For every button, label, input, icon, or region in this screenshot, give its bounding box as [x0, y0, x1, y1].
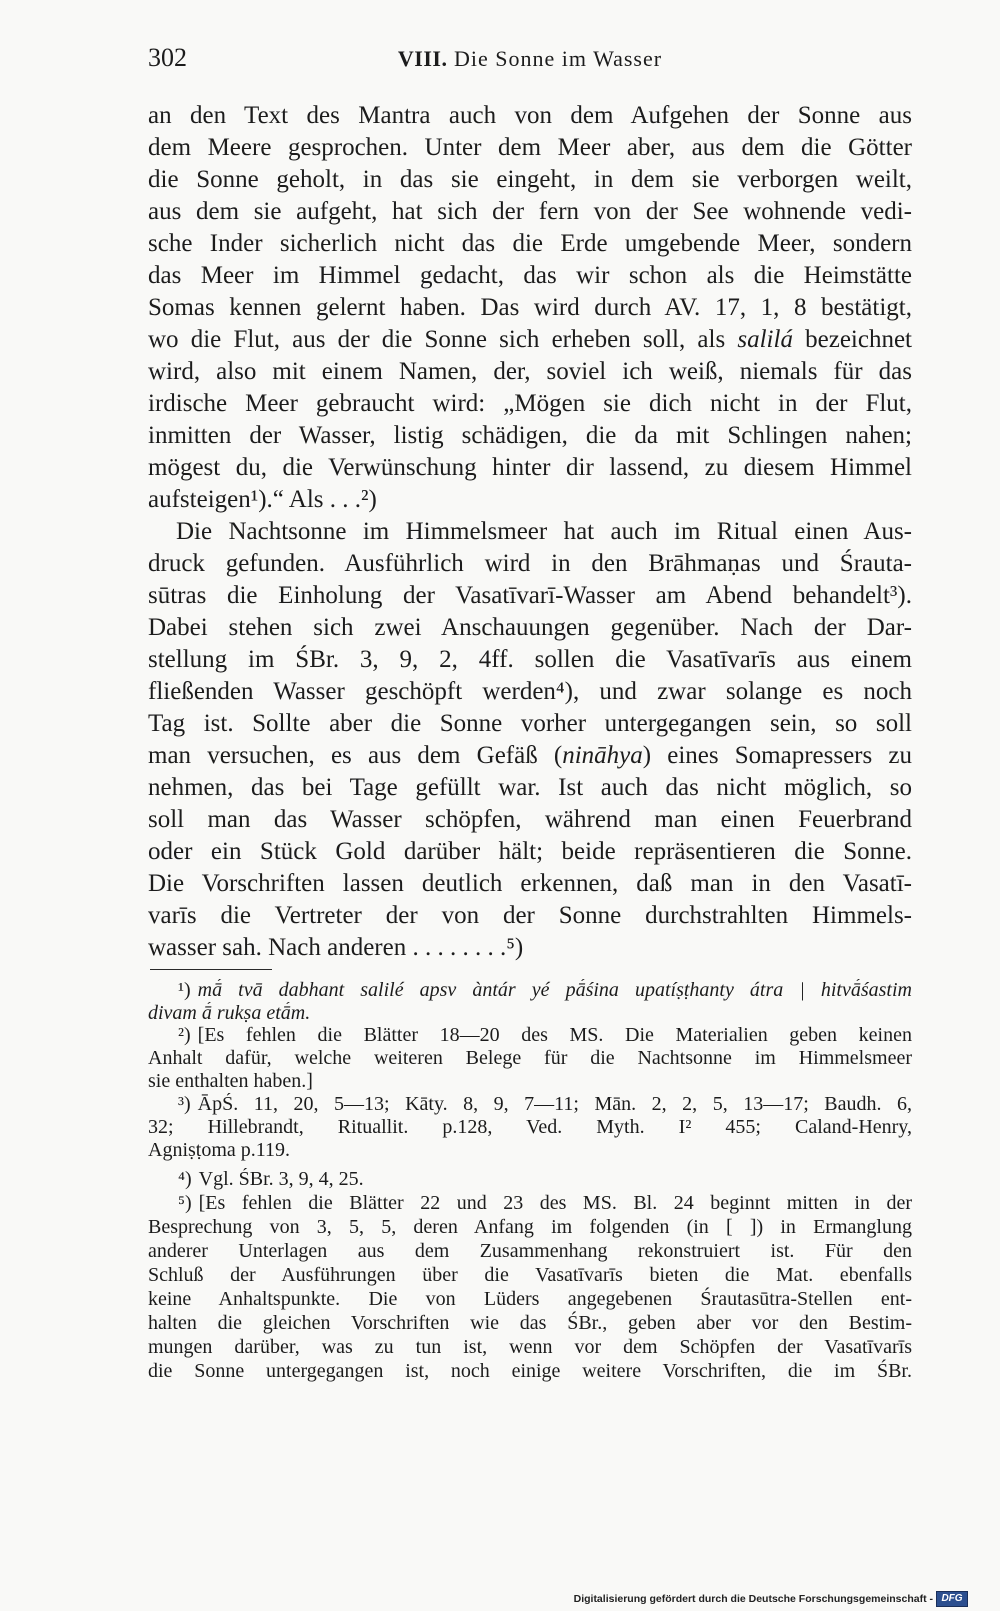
footnote-line: die Sonne untergegangen ist, noch einige weitere Vorschriften, die im ŚBr. — [148, 1360, 912, 1382]
footnote-line: Besprechung von 3, 5, 5, deren Anfang im folgenden (in [ ]) in Ermanglung — [148, 1216, 912, 1238]
body-line: Tag ist. Sollte aber die Sonne vorher untergegangen sein, so soll — [148, 710, 912, 737]
body-line: oder ein Stück Gold darüber hält; beide repräsentieren die Sonne. — [148, 838, 912, 865]
body-line: die Sonne geholt, in das sie eingeht, in dem sie verborgen weilt, — [148, 166, 912, 193]
footnote-text: divam ā́ rukṣa etā́m. — [148, 1001, 311, 1024]
chapter-title — [148, 45, 912, 73]
footnote-line — [148, 979, 912, 1002]
footnote-marker: ⁴) — [178, 1168, 192, 1190]
footnote-rule — [150, 969, 272, 970]
body-line: an den Text des Mantra auch von dem Aufgehen der Sonne aus — [148, 102, 912, 129]
credit-text: Digitalisierung gefördert durch die Deutsche Forschungsgemeinschaft - — [573, 1593, 933, 1605]
footnote-text: Vgl. ŚBr. 3, 9, 4, 25. — [198, 1168, 364, 1190]
body-line — [148, 324, 912, 356]
footnote-text: [Es fehlen die Blätter 18—20 des MS. Die Materialien geben keinen — [197, 1024, 912, 1046]
footnote-marker: ²) — [178, 1024, 191, 1046]
body-line-text: wo die Flut, aus der die Sonne sich erheben soll, als — [148, 326, 738, 353]
body-line: aufsteigen¹).“ Als . . .²) — [148, 486, 377, 513]
footnote-line: mungen darüber, was zu tun ist, wenn vor dem Schöpfen der Vasatīvarīs — [148, 1336, 912, 1358]
footnote-text: ĀpŚ. 11, 20, 5—13; Kāty. 8, 9, 7—11; Mān. 2, 2, 5, 13—17; Baudh. 6, — [197, 1093, 912, 1115]
body-line-text: ) eines Somapressers zu — [642, 742, 912, 769]
footnote-marker: ³) — [178, 1093, 191, 1115]
italic-term: salilá — [737, 326, 793, 353]
body-line: sche Inder sicherlich nicht das die Erde umgebende Meer, sondern — [148, 230, 912, 257]
chapter-name: Die Sonne im Wasser — [454, 46, 663, 71]
digitization-credit — [574, 1590, 968, 1608]
body-line: wird, also mit einem Namen, der, soviel ich weiß, niemals für das — [148, 358, 912, 385]
footnote-line — [148, 1093, 912, 1116]
footnotes — [148, 979, 912, 1383]
body-line-text: bezeichnet — [792, 326, 912, 353]
body-line: dem Meere gesprochen. Unter dem Meer aber, aus dem die Götter — [148, 134, 912, 161]
dfg-logo-icon: DFG — [936, 1591, 968, 1607]
body-line: Die Vorschriften lassen deutlich erkennen, daß man in den Vasatī- — [148, 870, 912, 897]
body-line: irdische Meer gebraucht wird: „Mögen sie dich nicht in der Flut, — [148, 390, 912, 417]
footnote-line — [148, 1168, 912, 1191]
body-line: das Meer im Himmel gedacht, das wir schon als die Heimstätte — [148, 262, 912, 289]
footnote-marker: ¹) — [178, 979, 191, 1001]
running-head — [148, 44, 912, 72]
body-line: Somas kennen gelernt haben. Das wird durch AV. 17, 1, 8 bestätigt, — [148, 294, 912, 321]
footnote — [148, 1168, 912, 1191]
footnote-line: keine Anhaltspunkte. Die von Lüders angegebenen Śrautasūtra-Stellen ent- — [148, 1288, 912, 1310]
footnote-line — [148, 1002, 912, 1025]
body-line: wasser sah. Nach anderen . . . . . . . .⁵) — [148, 934, 524, 961]
footnote-line: Agniṣṭoma p.119. — [148, 1139, 291, 1161]
body-line — [148, 740, 912, 772]
body-line: aus dem sie aufgeht, hat sich der fern von der See wohnende vedi- — [148, 198, 912, 225]
body-line: fließenden Wasser geschöpft werden⁴), und zwar solange es noch — [148, 678, 912, 705]
footnote-text: mā́ tvā dabhant salilé apsv àntár yé pā́śina upatíṣṭhanty átra | hitvā́śastim — [197, 979, 912, 1001]
footnote-text: [Es fehlen die Blätter 22 und 23 des MS. Bl. 24 beginnt mitten in der — [198, 1192, 912, 1214]
body-line: Dabei stehen sich zwei Anschauungen gegenüber. Nach der Dar- — [148, 614, 912, 641]
footnote-line: Anhalt dafür, welche weiteren Belege für die Nachtsonne im Himmelsmeer — [148, 1047, 912, 1069]
footnote-marker: ⁵) — [178, 1192, 192, 1214]
main-text — [148, 100, 912, 964]
body-line: nehmen, das bei Tage gefüllt war. Ist auch das nicht möglich, so — [148, 774, 912, 801]
body-line: stellung im ŚBr. 3, 9, 2, 4ff. sollen die Vasatīvarīs aus einem — [148, 646, 912, 673]
footnote — [148, 979, 912, 1024]
footnote — [148, 1093, 912, 1162]
page-number: 302 — [148, 43, 187, 72]
body-line-text: man versuchen, es aus dem Gefäß ( — [148, 742, 563, 769]
footnote-line — [148, 1191, 912, 1215]
body-line: sūtras die Einholung der Vasatīvarī-Wasser am Abend behandelt³). — [148, 582, 912, 609]
footnote — [148, 1024, 912, 1093]
footnote-line: halten die gleichen Vorschriften wie das ŚBr., geben aber vor den Bestim- — [148, 1312, 912, 1334]
footnote-line — [148, 1024, 912, 1047]
chapter-number: VIII. — [397, 46, 448, 71]
body-line: inmitten der Wasser, listig schädigen, die da mit Schlingen nahen; — [148, 422, 912, 449]
footnote-line: 32; Hillebrandt, Rituallit. p.128, Ved. Myth. I² 455; Caland-Henry, — [148, 1116, 912, 1138]
footnote-line: Schluß der Ausführungen über die Vasatīvarīs bieten die Mat. ebenfalls — [148, 1264, 912, 1286]
footnote-line: sie enthalten haben.] — [148, 1070, 313, 1092]
body-line: soll man das Wasser schöpfen, während man einen Feuerbrand — [148, 806, 912, 833]
body-line: druck gefunden. Ausführlich wird in den Brāhmaṇas und Śrauta- — [148, 550, 912, 577]
footnote — [148, 1191, 912, 1383]
body-line: varīs die Vertreter der von der Sonne durchstrahlten Himmels- — [148, 902, 912, 929]
body-line: mögest du, die Verwünschung hinter dir lassend, zu diesem Himmel — [148, 454, 912, 481]
body-line: Die Nachtsonne im Himmelsmeer hat auch im Ritual einen Aus- — [176, 518, 912, 545]
italic-term: nināhya — [562, 742, 643, 769]
footnote-line: anderer Unterlagen aus dem Zusammenhang rekonstruiert ist. Für den — [148, 1240, 912, 1262]
